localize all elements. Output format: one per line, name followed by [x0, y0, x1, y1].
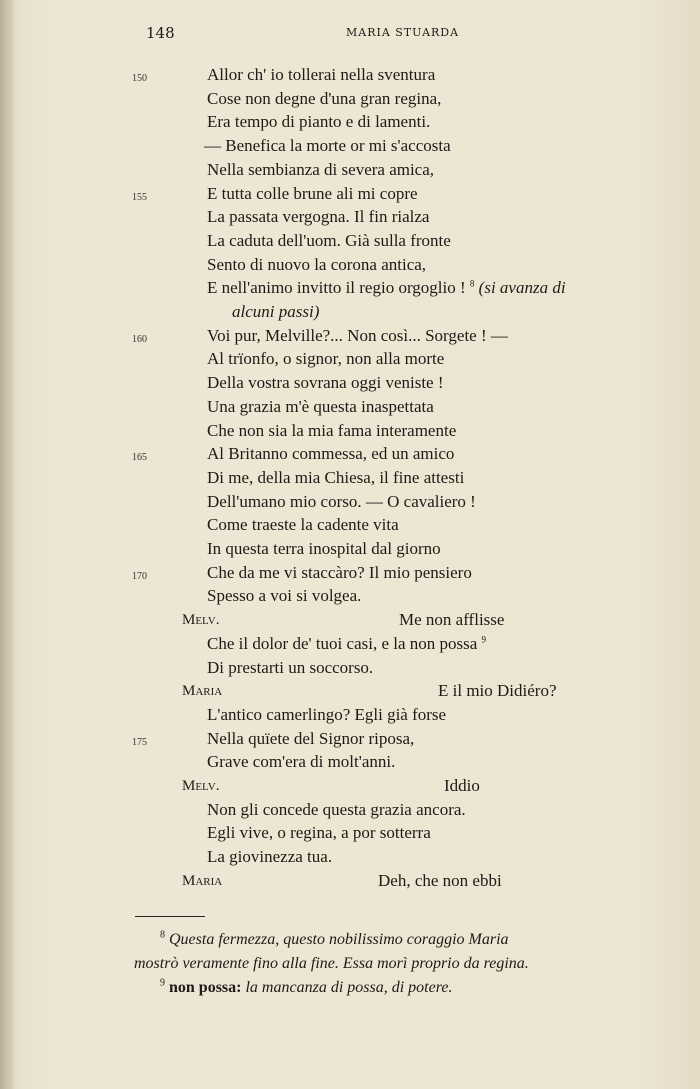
verse-line [0, 443, 700, 467]
page-number: 148 [146, 24, 175, 42]
verse-line [0, 775, 700, 799]
verse-words: Che non sia la mia fama interamente [207, 420, 457, 440]
running-title: MARIA STUARDA [346, 26, 460, 39]
verse-words: Sento di nuovo la corona antica, [207, 254, 427, 274]
verse-line [0, 633, 700, 657]
verse-words: Nella quïete del Signor riposa, [207, 728, 415, 748]
verse-text [207, 728, 414, 750]
line-number: 160 [132, 333, 147, 345]
verse-words: Non gli concede questa grazia ancora. [207, 799, 466, 819]
verse-text [207, 467, 464, 489]
verse-words: Era tempo di pianto e di lamenti. [207, 112, 431, 132]
verse-text [207, 159, 434, 181]
verse-line [0, 491, 700, 515]
verse-line [0, 609, 700, 633]
verse-line [0, 467, 700, 491]
verse-words: Cose non degne d'una gran regina, [207, 88, 442, 108]
verse-text: Deh, che non ebbi [378, 870, 502, 890]
page-header [0, 24, 700, 48]
verse-line [0, 585, 700, 609]
verse-line [0, 88, 700, 112]
verse-line [0, 230, 700, 254]
verse-text [207, 585, 361, 607]
verse-text [207, 372, 444, 394]
verse-words: Voi pur, Melville?... Non così... Sorgete ! — [207, 325, 508, 345]
verse-line [0, 348, 700, 372]
verse-line [0, 751, 700, 775]
verse-line [0, 277, 700, 301]
verse-line [0, 822, 700, 846]
verse-words: La caduta dell'uom. Già sulla fronte [207, 230, 451, 250]
verse-words: La passata vergogna. Il fin rialza [207, 207, 430, 227]
verse-text [204, 135, 451, 157]
verse-text [207, 751, 395, 773]
footnote-9-term: non possa: [169, 979, 242, 996]
verse-words: Grave com'era di molt'anni. [207, 752, 396, 772]
verse-words: E nell'animo invitto il regio orgoglio ! [207, 278, 466, 298]
verse-line [0, 254, 700, 278]
verse-words: Di me, della mia Chiesa, il fine attesti [207, 467, 465, 487]
verse-text [207, 562, 472, 584]
footnote-8-number: 8 [160, 929, 165, 941]
verse-text [207, 348, 444, 370]
footnote-9-number: 9 [160, 977, 165, 989]
verse-text [207, 254, 426, 276]
verse-line [0, 870, 700, 894]
speaker-name: Melv. [182, 612, 220, 629]
verse-words: Egli vive, o regina, a por sotterra [207, 823, 431, 843]
verse-text [207, 230, 451, 252]
verse-line [0, 657, 700, 681]
verse-line [0, 728, 700, 752]
verse-line [0, 846, 700, 870]
verse-words: — Benefica la morte or mi s'accosta [204, 136, 451, 156]
verse-text [207, 657, 373, 679]
verse-text: E il mio Didiéro? [438, 681, 557, 701]
verse-words: Come traeste la cadente vita [207, 515, 399, 535]
footnote-9-text: la mancanza di possa, di potere. [245, 979, 453, 996]
footnote-9-line [160, 978, 452, 998]
verse-words: Al Britanno commessa, ed un amico [207, 444, 455, 464]
verse-words: Spesso a voi si volgea. [207, 586, 362, 606]
verse-text [207, 420, 456, 442]
verse-words: Che il dolor de' tuoi casi, e la non possa [207, 633, 478, 653]
line-number: 165 [132, 452, 147, 464]
verse-line [0, 396, 700, 420]
stage-direction: alcuni passi) [232, 302, 320, 321]
speaker-name: Maria [182, 872, 223, 889]
footnote-marker: 8 [469, 278, 475, 289]
verse-text [207, 846, 332, 868]
verse-words: La giovinezza tua. [207, 847, 333, 867]
verse-line [0, 159, 700, 183]
verse-line [0, 538, 700, 562]
verse-text [207, 514, 399, 536]
footnote-marker: 9 [481, 634, 487, 645]
line-number: 170 [132, 570, 147, 582]
verse-text: Me non afflisse [399, 610, 505, 630]
verse-text [207, 443, 454, 465]
verse-words: Allor ch' io tollerai nella sventura [207, 65, 436, 84]
verse-text [207, 822, 431, 844]
verse-line [0, 704, 700, 728]
verse-line [0, 135, 700, 159]
verse-words: E tutta colle brune ali mi copre [207, 183, 418, 203]
footnote-8-text-2: mostrò veramente fino alla fine. Essa morì proprio da regina. [134, 955, 529, 972]
verse-line [0, 183, 700, 207]
verse-line [0, 799, 700, 823]
footnote-8-text-1: Questa fermezza, questo nobilissimo coraggio Maria [169, 931, 509, 948]
stage-direction: (si avanza di [478, 278, 566, 298]
footnote-8-line-2 [134, 954, 529, 974]
verse-text [207, 88, 441, 110]
speaker-name: Melv. [182, 778, 220, 794]
verse-line [0, 562, 700, 586]
verse-line [0, 301, 700, 325]
verse-words: L'antico camerlingo? Egli già forse [207, 704, 447, 724]
verse-text [207, 206, 429, 228]
verse-words: Una grazia m'è questa inaspettata [207, 396, 434, 416]
verse-line [0, 372, 700, 396]
verse-line [0, 64, 700, 88]
verse-text [207, 491, 476, 513]
verse-text [207, 799, 466, 821]
verse-words: In questa terra inospital dal giorno [207, 539, 441, 558]
verse-text [207, 183, 418, 205]
verse-text [207, 111, 430, 133]
verse-text [207, 325, 508, 347]
verse-line [0, 325, 700, 349]
verse-words: Della vostra sovrana oggi veniste ! [207, 373, 444, 393]
line-number: 155 [132, 191, 147, 203]
verse-text [207, 396, 434, 418]
line-number: 175 [132, 736, 147, 748]
verse-words: Nella sembianza di severa amica, [207, 159, 435, 179]
verse-words: Al trïonfo, o signor, non alla morte [207, 349, 445, 369]
verse-text [207, 277, 566, 299]
footnote-8-line-1 [160, 930, 509, 950]
verse-words: Di prestarti un soccorso. [207, 657, 374, 677]
verse-line [0, 514, 700, 538]
line-number: 150 [132, 73, 147, 84]
verse-text [207, 633, 486, 655]
verse-words: Dell'umano mio corso. — O cavaliero ! [207, 491, 476, 511]
verse-line [0, 111, 700, 135]
footnote-rule [135, 916, 205, 917]
verse-text [207, 538, 441, 560]
verse-text: Iddio [444, 776, 480, 795]
verse-text [207, 704, 446, 726]
verse-line [0, 206, 700, 230]
verse-words: Che da me vi staccàro? Il mio pensiero [207, 562, 472, 582]
verse-text [207, 64, 435, 86]
verse-line [0, 680, 700, 704]
verse-line [0, 420, 700, 444]
speaker-name: Maria [182, 683, 223, 700]
